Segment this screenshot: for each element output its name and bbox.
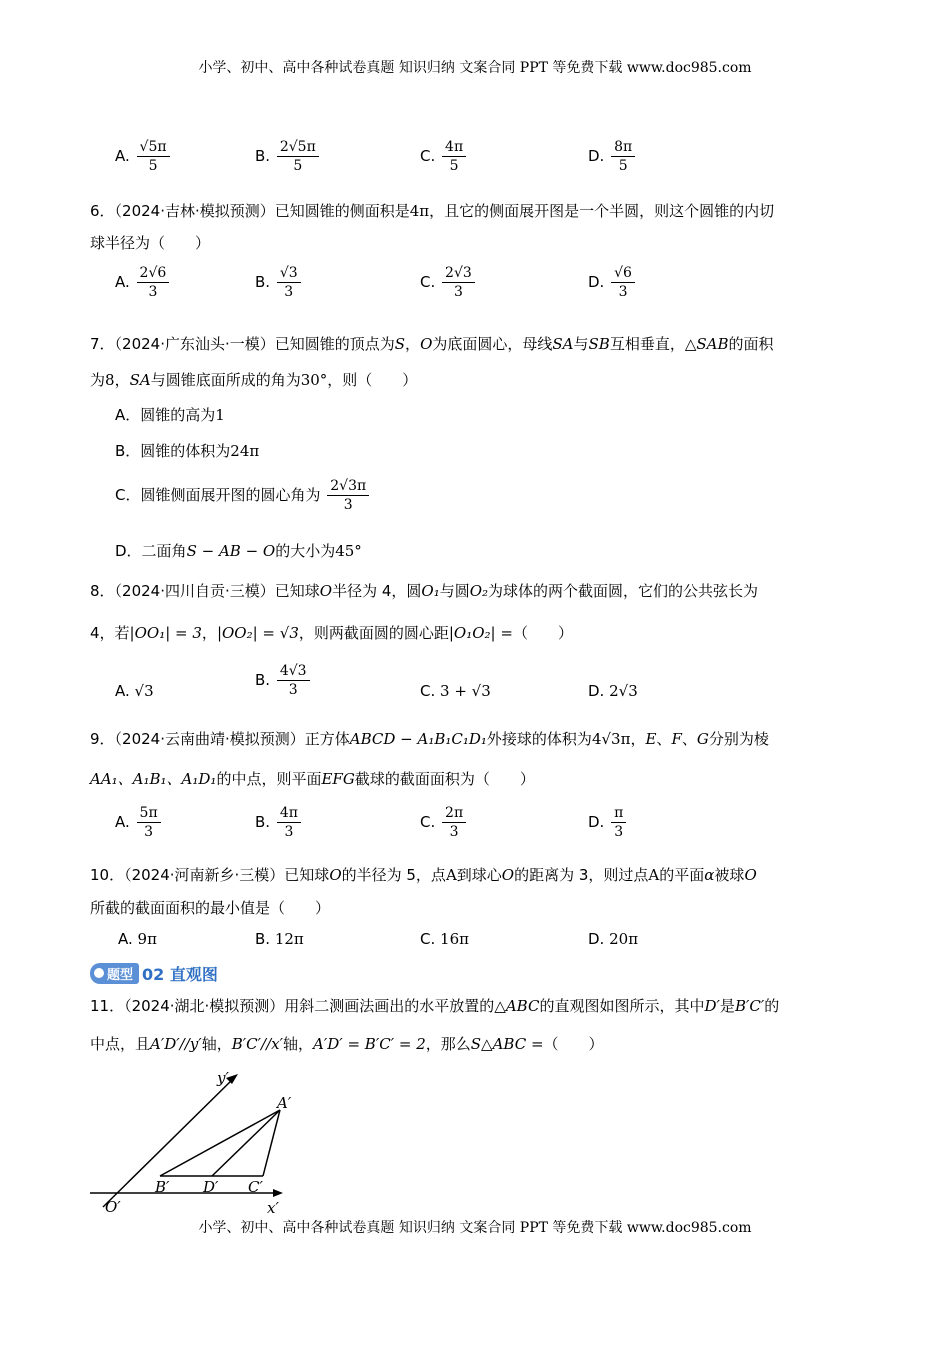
q5-option-d[interactable]: D. $\frac{8\pi}{5}$ (588, 138, 637, 175)
q10-option-b[interactable]: B. 12π (255, 930, 304, 948)
pin-icon (94, 968, 104, 978)
q5-option-a[interactable]: A. $\frac{√5\pi}{5}$ (115, 138, 172, 175)
q7-stem-line2: 为8，SA与圆锥底面所成的角为30°，则（ ） (90, 371, 418, 389)
q8-stem-line1: 8．（2024·四川自贡·三模）已知球O半径为 4，圆O₁与圆O₂为球体的两个截面圆，它们的公共弦长为 (90, 582, 759, 600)
q8-option-d[interactable]: D. 2√3 (588, 682, 638, 700)
section-title: 02 直观图 (142, 964, 218, 984)
q10-stem-line2: 所截的截面面积的最小值是（ ） (90, 899, 331, 917)
fraction: $\frac{4\pi}{3}$ (277, 804, 301, 841)
q8-option-b[interactable]: B. $\frac{4√3}{3}$ (255, 662, 312, 699)
q8-option-c[interactable]: C. 3 + √3 (420, 682, 491, 700)
q10-option-c[interactable]: C. 16π (420, 930, 469, 948)
q6-stem-line2: 球半径为（ ） (90, 234, 211, 252)
fraction: $\frac{4\pi}{5}$ (442, 138, 466, 175)
segment-AD (212, 1110, 280, 1176)
q10-stem-line1: 10．（2024·河南新乡·三模）已知球O的半径为 5，点A到球心O的距离为 3，则过点A的平面α被球O (90, 866, 757, 884)
label-A: A′ (277, 1094, 292, 1112)
x-axis-arrow-icon (273, 1189, 283, 1197)
q9-option-b[interactable]: B. $\frac{4\pi}{3}$ (255, 804, 303, 841)
q11-stem-line2: 中点，且A′D′//y′轴，B′C′//x′轴，A′D′ = B′C′ = 2，那么S△ABC =（ ） (90, 1035, 604, 1053)
q7-option-c[interactable]: C．圆锥侧面展开图的圆心角为 $\frac{2√3\pi}{3}$ (115, 477, 371, 514)
q7-option-a[interactable]: A．圆锥的高为1 (115, 406, 225, 424)
q9-stem-line2: AA₁、A₁B₁、A₁D₁的中点，则平面EFG截球的截面面积为（ ） (90, 770, 535, 788)
page-footer: 小学、初中、高中各种试卷真题 知识归纳 文案合同 PPT 等免费下载 www.doc985.com (198, 1220, 752, 1236)
q9-option-a[interactable]: A. $\frac{5\pi}{3}$ (115, 804, 163, 841)
q10-option-a[interactable]: A. 9π (118, 930, 157, 948)
label-y: y′ (217, 1069, 229, 1087)
q6-option-d[interactable]: D. $\frac{√6}{3}$ (588, 264, 637, 301)
fraction: $\frac{√3}{3}$ (277, 264, 301, 301)
page-header: 小学、初中、高中各种试卷真题 知识归纳 文案合同 PPT 等免费下载 www.doc985.com (198, 60, 752, 76)
oblique-projection-figure (85, 1065, 300, 1220)
label-C: C′ (248, 1178, 263, 1196)
segment-AB (160, 1110, 280, 1176)
fraction: $\frac{4√3}{3}$ (277, 662, 310, 699)
q9-option-c[interactable]: C. $\frac{2\pi}{3}$ (420, 804, 468, 841)
fraction: $\frac{√5\pi}{5}$ (137, 138, 170, 175)
label-B: B′ (155, 1178, 170, 1196)
q6-option-c[interactable]: C. $\frac{2√3}{3}$ (420, 264, 477, 301)
q6-stem-line1: 6．（2024·吉林·模拟预测）已知圆锥的侧面积是4π，且它的侧面展开图是一个半圆，则这个圆锥的内切 (90, 202, 775, 220)
label-O: O′ (105, 1198, 121, 1216)
q7-option-b[interactable]: B．圆锥的体积为24π (115, 442, 260, 460)
section-tag: 题型 (90, 963, 139, 984)
q6-option-b[interactable]: B. $\frac{√3}{3}$ (255, 264, 303, 301)
fraction: $\frac{\pi}{3}$ (611, 804, 626, 841)
section-heading (90, 962, 218, 984)
q9-option-d[interactable]: D. $\frac{\pi}{3}$ (588, 804, 628, 841)
fraction: $\frac{2√3\pi}{3}$ (327, 477, 369, 514)
label-D: D′ (203, 1178, 219, 1196)
q5-option-b[interactable]: B. $\frac{2√5\pi}{5}$ (255, 138, 321, 175)
fraction: $\frac{2\pi}{3}$ (442, 804, 466, 841)
fraction: $\frac{2√6}{3}$ (137, 264, 170, 301)
fraction: $\frac{8\pi}{5}$ (611, 138, 635, 175)
q9-stem-line1: 9．（2024·云南曲靖·模拟预测）正方体ABCD − A₁B₁C₁D₁外接球的体积为4√3π，E、F、G分别为棱 (90, 730, 769, 748)
fraction: $\frac{√6}{3}$ (611, 264, 635, 301)
q5-option-c[interactable]: C. $\frac{4\pi}{5}$ (420, 138, 468, 175)
q7-stem-line1: 7．（2024·广东汕头·一模）已知圆锥的顶点为S，O为底面圆心，母线SA与SB互相垂直，△SAB的面积 (90, 335, 774, 353)
q8-option-a[interactable]: A. √3 (115, 682, 154, 700)
fraction: $\frac{2√5\pi}{5}$ (277, 138, 319, 175)
q6-option-a[interactable]: A. $\frac{2√6}{3}$ (115, 264, 171, 301)
label-x: x′ (267, 1199, 279, 1217)
q8-stem-line2: 4，若|OO₁| = 3，|OO₂| = √3，则两截面圆的圆心距|O₁O₂| =（ ） (90, 624, 573, 642)
segment-AC (263, 1110, 280, 1176)
fraction: $\frac{2√3}{3}$ (442, 264, 475, 301)
q10-option-d[interactable]: D. 20π (588, 930, 639, 948)
fraction: $\frac{5\pi}{3}$ (137, 804, 161, 841)
q11-stem-line1: 11．（2024·湖北·模拟预测）用斜二测画法画出的水平放置的△ABC的直观图如图所示，其中D′是B′C′的 (90, 997, 780, 1015)
q7-option-d[interactable]: D．二面角S − AB − O的大小为45° (115, 542, 362, 560)
